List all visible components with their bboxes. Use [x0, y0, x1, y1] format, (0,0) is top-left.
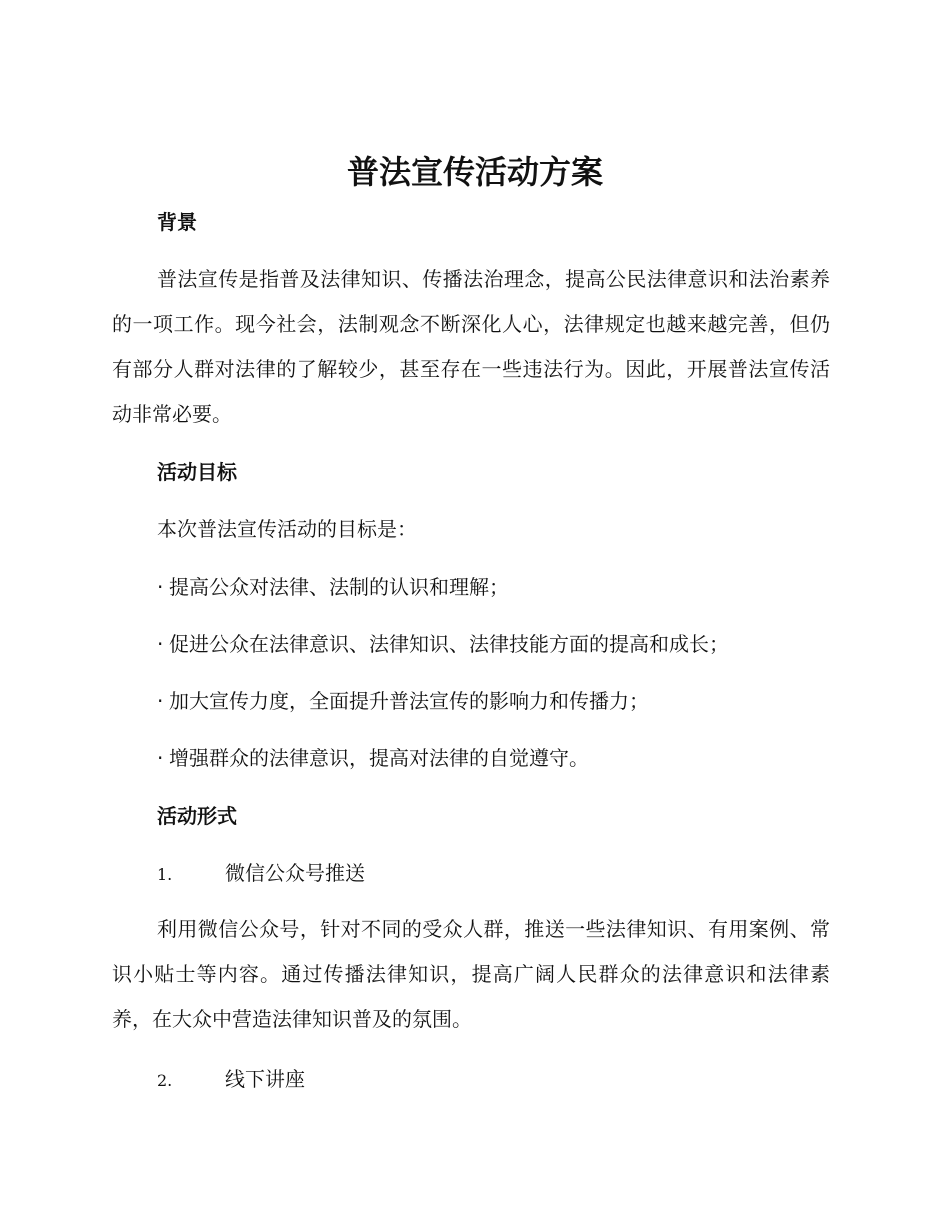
document-title: 普法宣传活动方案 — [346, 153, 603, 191]
bullet-dot-icon: · — [157, 575, 164, 599]
bullet-dot-icon: · — [157, 632, 164, 656]
form-numbered-item — [157, 859, 365, 889]
bullet-dot-icon: · — [157, 746, 164, 770]
goals-intro: 本次普法宣传活动的目标是： — [157, 517, 417, 541]
form-item-paragraph: 利用微信公众号，针对不同的受众人群，推送一些法律知识、有用案例、常识小贴士等内容。通过传播法律知识，提高广阔人民群众的法律意识和法律素养，在大众中营造法律知识普及的氛围。 — [112, 917, 830, 1031]
section-heading-forms: 活动形式 — [157, 804, 237, 828]
form-numbered-item — [157, 1065, 305, 1095]
goal-bullet-item — [157, 687, 649, 715]
item-label: 微信公众号推送 — [225, 861, 365, 885]
section-heading-goals: 活动目标 — [157, 460, 237, 484]
item-number: 1. — [157, 865, 173, 884]
goal-bullet-item — [157, 630, 729, 658]
item-label: 线下讲座 — [225, 1067, 305, 1091]
goal-bullet-item — [157, 573, 509, 601]
goal-bullet-text: 提高公众对法律、法制的认识和理解； — [169, 575, 509, 599]
item-number: 2. — [157, 1071, 173, 1090]
background-paragraph: 普法宣传是指普及法律知识、传播法治理念，提高公民法律意识和法治素养的一项工作。现今社会，法制观念不断深化人心，法律规定也越来越完善，但仍有部分人群对法律的了解较少，甚至存在一些违法行为。因此，开展普法宣传活动非常必要。 — [112, 267, 830, 426]
bullet-dot-icon: · — [157, 689, 164, 713]
goal-bullet-text: 促进公众在法律意识、法律知识、法律技能方面的提高和成长； — [169, 632, 729, 656]
section-heading-background: 背景 — [157, 210, 197, 234]
goal-bullet-text: 增强群众的法律意识，提高对法律的自觉遵守。 — [169, 746, 589, 770]
goal-bullet-text: 加大宣传力度，全面提升普法宣传的影响力和传播力； — [169, 689, 649, 713]
goal-bullet-item — [157, 744, 589, 772]
